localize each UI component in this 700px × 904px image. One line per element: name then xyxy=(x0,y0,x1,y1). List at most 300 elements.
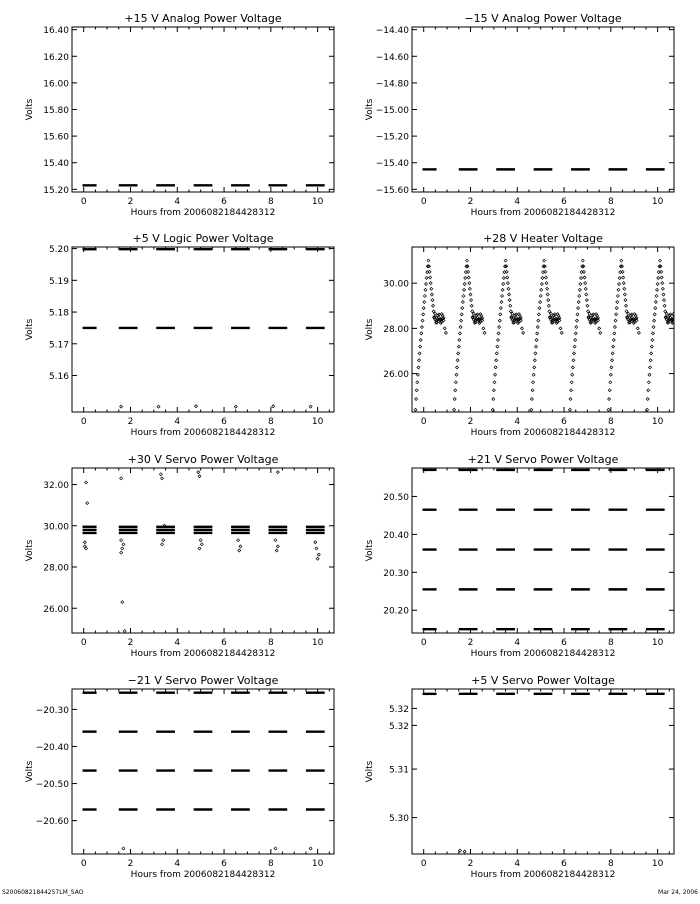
y-tick-label: −20.60 xyxy=(35,817,69,828)
data-point xyxy=(573,345,576,348)
data-point xyxy=(465,259,468,262)
y-tick-label: −14.40 xyxy=(375,26,409,37)
x-tick-label: 2 xyxy=(467,859,474,869)
data-point xyxy=(617,288,620,291)
data-point xyxy=(544,270,547,273)
data-point xyxy=(430,287,433,290)
x-axis-label: Hours from 2006082184428312 xyxy=(470,870,616,880)
y-tick-label: 20.30 xyxy=(383,568,409,579)
data-point xyxy=(414,408,417,411)
data-point xyxy=(427,259,430,262)
data-point xyxy=(418,352,421,355)
data-point xyxy=(416,381,419,384)
data-point xyxy=(502,277,505,280)
data-point xyxy=(646,397,649,400)
data-point xyxy=(274,847,277,850)
data-point xyxy=(496,338,499,341)
data-point xyxy=(494,373,497,376)
data-point xyxy=(574,338,577,341)
data-point xyxy=(560,331,563,334)
data-point xyxy=(316,557,319,560)
data-point xyxy=(532,381,535,384)
data-point xyxy=(425,282,428,285)
chart-title: +28 V Heater Voltage xyxy=(483,232,603,245)
y-axis-label: Volts xyxy=(25,539,35,562)
data-point xyxy=(467,276,470,279)
y-axis-label: Volts xyxy=(25,318,35,341)
data-point xyxy=(198,475,201,478)
y-tick-label: 5.32 xyxy=(388,704,409,715)
series-group xyxy=(83,471,325,633)
data-point xyxy=(614,319,617,322)
x-tick-label: 6 xyxy=(561,859,567,869)
x-tick-label: 6 xyxy=(561,638,567,648)
data-point xyxy=(612,345,615,348)
data-point xyxy=(460,313,463,316)
data-point xyxy=(609,381,612,384)
y-tick-label: 16.20 xyxy=(43,52,69,63)
data-point xyxy=(547,304,550,307)
data-point xyxy=(538,307,541,310)
data-point xyxy=(420,325,423,328)
data-point xyxy=(419,345,422,348)
chart-title: +15 V Analog Power Voltage xyxy=(124,12,282,25)
data-point xyxy=(492,389,495,392)
chart-title: +5 V Servo Power Voltage xyxy=(471,674,615,687)
data-point xyxy=(458,332,461,335)
chart-title: +21 V Servo Power Voltage xyxy=(467,453,619,466)
data-point xyxy=(505,270,508,273)
data-point xyxy=(613,332,616,335)
data-point xyxy=(663,304,666,307)
x-tick-label: 8 xyxy=(267,638,274,648)
y-axis-label: Volts xyxy=(365,318,375,341)
x-tick-label: 2 xyxy=(127,859,134,869)
x-tick-label: 0 xyxy=(420,197,427,207)
data-point xyxy=(502,282,505,285)
data-point xyxy=(469,293,472,296)
y-tick-label: 16.40 xyxy=(43,26,69,37)
data-point xyxy=(459,325,462,328)
x-tick-label: 10 xyxy=(651,197,664,207)
data-point xyxy=(456,359,459,362)
data-point xyxy=(454,381,457,384)
y-tick-label: 28.00 xyxy=(383,324,409,335)
data-point xyxy=(612,338,615,341)
data-point xyxy=(418,359,421,362)
x-tick-label: 8 xyxy=(607,417,614,427)
data-point xyxy=(650,352,653,355)
data-point xyxy=(575,319,578,322)
y-tick-label: 5.18 xyxy=(48,308,69,319)
data-point xyxy=(120,539,123,542)
data-point xyxy=(582,270,585,273)
data-point xyxy=(162,539,165,542)
data-point xyxy=(663,299,666,302)
plot-frame xyxy=(412,27,674,192)
data-point xyxy=(522,331,525,334)
data-point xyxy=(499,313,502,316)
data-point xyxy=(675,327,678,330)
y-tick-label: −20.30 xyxy=(35,705,69,716)
data-point xyxy=(457,352,460,355)
data-point xyxy=(501,294,504,297)
data-point xyxy=(432,304,435,307)
x-tick-label: 10 xyxy=(311,638,324,648)
data-point xyxy=(275,549,278,552)
y-tick-label: 20.50 xyxy=(383,492,409,503)
series-group xyxy=(414,259,679,411)
data-point xyxy=(530,408,533,411)
x-tick-label: 4 xyxy=(514,859,521,869)
x-tick-label: 0 xyxy=(80,638,87,648)
data-point xyxy=(608,397,611,400)
data-point xyxy=(85,481,88,484)
data-point xyxy=(500,301,503,304)
x-tick-label: 4 xyxy=(514,197,521,207)
data-point xyxy=(120,477,123,480)
data-point xyxy=(463,282,466,285)
x-tick-label: 6 xyxy=(221,197,227,207)
data-point xyxy=(569,397,572,400)
data-point xyxy=(317,553,320,556)
data-point xyxy=(547,299,550,302)
data-point xyxy=(430,293,433,296)
chart-panel-6 xyxy=(25,674,334,880)
chart-panel-5 xyxy=(365,453,674,659)
x-tick-label: 10 xyxy=(311,417,324,427)
data-point xyxy=(429,276,432,279)
y-tick-label: 26.00 xyxy=(383,370,409,381)
data-point xyxy=(198,547,201,550)
data-point xyxy=(651,338,654,341)
plot-frame xyxy=(72,247,334,412)
data-point xyxy=(533,366,536,369)
data-point xyxy=(83,541,86,544)
data-point xyxy=(570,389,573,392)
data-point xyxy=(580,277,583,280)
data-point xyxy=(536,325,539,328)
data-point xyxy=(620,259,623,262)
data-point xyxy=(616,294,619,297)
y-tick-label: 15.60 xyxy=(43,132,69,143)
data-point xyxy=(578,288,581,291)
data-point xyxy=(584,282,587,285)
data-point xyxy=(315,547,318,550)
data-point xyxy=(661,287,664,290)
x-tick-label: 10 xyxy=(311,859,324,869)
data-point xyxy=(415,397,418,400)
data-point xyxy=(457,345,460,348)
data-point xyxy=(577,301,580,304)
y-axis-label: Volts xyxy=(365,539,375,562)
x-tick-label: 2 xyxy=(127,197,134,207)
data-point xyxy=(535,338,538,341)
data-point xyxy=(578,294,581,297)
data-point xyxy=(574,332,577,335)
y-tick-label: −14.80 xyxy=(375,79,409,90)
data-point xyxy=(658,259,661,262)
x-tick-label: 8 xyxy=(267,197,274,207)
x-tick-label: 8 xyxy=(607,638,614,648)
data-point xyxy=(423,301,426,304)
data-point xyxy=(495,352,498,355)
data-point xyxy=(120,405,123,408)
data-point xyxy=(272,405,275,408)
data-point xyxy=(647,389,650,392)
data-point xyxy=(651,332,654,335)
data-point xyxy=(159,473,162,476)
data-point xyxy=(660,276,663,279)
y-tick-label: −15.00 xyxy=(375,106,409,116)
data-point xyxy=(498,319,501,322)
data-point xyxy=(482,327,485,330)
data-point xyxy=(120,551,123,554)
data-point xyxy=(676,331,679,334)
chart-title: −21 V Servo Power Voltage xyxy=(127,674,279,687)
x-axis-label: Hours from 2006082184428312 xyxy=(130,649,276,659)
data-point xyxy=(661,282,664,285)
x-tick-label: 4 xyxy=(174,859,181,869)
data-point xyxy=(657,277,660,280)
data-point xyxy=(654,301,657,304)
y-tick-label: −15.40 xyxy=(375,159,409,170)
data-point xyxy=(463,850,466,853)
data-point xyxy=(539,301,542,304)
data-point xyxy=(655,294,658,297)
data-point xyxy=(314,541,317,544)
data-point xyxy=(611,352,614,355)
x-tick-label: 4 xyxy=(514,417,521,427)
x-axis-label: Hours from 2006082184428312 xyxy=(130,870,276,880)
y-tick-label: −15.60 xyxy=(375,185,409,196)
data-point xyxy=(161,477,164,480)
data-point xyxy=(650,345,653,348)
data-point xyxy=(509,304,512,307)
x-tick-label: 2 xyxy=(467,638,474,648)
x-tick-label: 10 xyxy=(311,197,324,207)
data-point xyxy=(625,304,628,307)
data-point xyxy=(585,299,588,302)
data-point xyxy=(572,352,575,355)
data-point xyxy=(425,277,428,280)
data-point xyxy=(609,373,612,376)
y-axis-label: Volts xyxy=(25,760,35,783)
y-tick-label: 5.31 xyxy=(388,765,409,776)
data-point xyxy=(546,293,549,296)
data-point xyxy=(455,373,458,376)
data-point xyxy=(123,629,126,632)
data-point xyxy=(624,299,627,302)
y-tick-label: 20.40 xyxy=(383,530,409,541)
plot-frame xyxy=(72,27,334,192)
x-tick-label: 6 xyxy=(221,417,227,427)
data-point xyxy=(608,389,611,392)
y-tick-label: 20.20 xyxy=(383,606,409,617)
data-point xyxy=(615,313,618,316)
data-point xyxy=(122,847,125,850)
x-tick-label: 0 xyxy=(80,859,87,869)
data-point xyxy=(276,471,279,474)
data-point xyxy=(422,313,425,316)
data-point xyxy=(237,539,240,542)
chart-panel-7 xyxy=(365,674,674,880)
data-point xyxy=(534,345,537,348)
data-point xyxy=(194,405,197,408)
data-point xyxy=(543,259,546,262)
data-point xyxy=(498,325,501,328)
data-point xyxy=(653,319,656,322)
chart-title: −15 V Analog Power Voltage xyxy=(464,12,622,25)
data-point xyxy=(423,294,426,297)
data-point xyxy=(599,331,602,334)
data-point xyxy=(499,307,502,310)
data-point xyxy=(660,270,663,273)
y-tick-label: −15.20 xyxy=(375,132,409,143)
data-point xyxy=(576,313,579,316)
data-point xyxy=(636,327,639,330)
data-point xyxy=(197,471,200,474)
plot-frame xyxy=(412,689,674,854)
data-point xyxy=(467,270,470,273)
data-point xyxy=(428,270,431,273)
data-point xyxy=(652,325,655,328)
data-point xyxy=(585,293,588,296)
data-point xyxy=(649,366,652,369)
data-point xyxy=(656,288,659,291)
data-point xyxy=(648,373,651,376)
x-tick-label: 10 xyxy=(651,417,664,427)
data-point xyxy=(274,539,277,542)
x-tick-label: 8 xyxy=(267,417,274,427)
x-tick-label: 4 xyxy=(174,197,181,207)
data-point xyxy=(492,397,495,400)
data-point xyxy=(586,304,589,307)
series-group xyxy=(423,470,665,629)
x-tick-label: 4 xyxy=(174,417,181,427)
data-point xyxy=(623,293,626,296)
data-point xyxy=(559,327,562,330)
plot-frame xyxy=(72,468,334,633)
data-point xyxy=(276,545,279,548)
data-point xyxy=(463,288,466,291)
data-point xyxy=(424,288,427,291)
data-point xyxy=(598,327,601,330)
y-tick-label: 5.19 xyxy=(48,276,69,287)
data-point xyxy=(199,539,202,542)
data-point xyxy=(577,307,580,310)
y-axis-label: Volts xyxy=(365,98,375,121)
series-group xyxy=(83,249,325,408)
data-point xyxy=(544,276,547,279)
data-point xyxy=(157,405,160,408)
y-tick-label: 5.32 xyxy=(388,721,409,732)
data-point xyxy=(234,405,237,408)
x-axis-label: Hours from 2006082184428312 xyxy=(130,208,276,218)
x-axis-label: Hours from 2006082184428312 xyxy=(470,208,616,218)
y-tick-label: 32.00 xyxy=(43,481,69,491)
x-tick-label: 2 xyxy=(467,417,474,427)
x-tick-label: 10 xyxy=(651,859,664,869)
x-tick-label: 0 xyxy=(420,859,427,869)
series-group xyxy=(83,693,325,850)
data-point xyxy=(647,381,650,384)
x-tick-label: 6 xyxy=(221,638,227,648)
footer-date: Mar 24, 2006 xyxy=(658,889,698,896)
x-tick-label: 8 xyxy=(607,859,614,869)
data-point xyxy=(656,282,659,285)
data-point xyxy=(662,293,665,296)
x-tick-label: 2 xyxy=(467,197,474,207)
data-point xyxy=(534,352,537,355)
data-point xyxy=(537,319,540,322)
data-point xyxy=(653,313,656,316)
data-point xyxy=(541,277,544,280)
y-axis-label: Volts xyxy=(25,98,35,121)
data-point xyxy=(545,282,548,285)
x-tick-label: 2 xyxy=(127,417,134,427)
data-point xyxy=(415,389,418,392)
data-point xyxy=(161,543,164,546)
y-tick-label: 16.00 xyxy=(43,79,69,90)
data-point xyxy=(239,545,242,548)
data-point xyxy=(607,408,610,411)
data-point xyxy=(121,601,124,604)
data-point xyxy=(654,307,657,310)
y-tick-label: 5.30 xyxy=(388,814,409,825)
chart-panel-3 xyxy=(365,232,679,438)
data-point xyxy=(121,547,124,550)
data-point xyxy=(579,282,582,285)
data-point xyxy=(536,332,539,335)
x-tick-label: 4 xyxy=(514,638,521,648)
x-tick-label: 6 xyxy=(561,197,567,207)
data-point xyxy=(622,282,625,285)
data-point xyxy=(468,282,471,285)
x-tick-label: 2 xyxy=(127,638,134,648)
x-tick-label: 0 xyxy=(420,417,427,427)
x-tick-label: 8 xyxy=(607,197,614,207)
chart-panel-0 xyxy=(25,12,334,218)
y-tick-label: 28.00 xyxy=(43,563,69,574)
data-point xyxy=(537,313,540,316)
data-point xyxy=(532,373,535,376)
data-point xyxy=(546,287,549,290)
data-point xyxy=(483,331,486,334)
data-point xyxy=(610,366,613,369)
data-point xyxy=(508,293,511,296)
data-point xyxy=(86,502,89,505)
data-point xyxy=(506,276,509,279)
data-point xyxy=(462,294,465,297)
data-point xyxy=(622,276,625,279)
data-point xyxy=(531,389,534,392)
data-point xyxy=(453,408,456,411)
chart-title: +5 V Logic Power Voltage xyxy=(132,232,274,245)
data-point xyxy=(581,259,584,262)
data-point xyxy=(611,359,614,362)
data-point xyxy=(616,301,619,304)
data-point xyxy=(122,543,125,546)
data-point xyxy=(453,397,456,400)
x-tick-label: 6 xyxy=(561,417,567,427)
x-tick-label: 6 xyxy=(221,859,227,869)
plot-frame xyxy=(412,247,674,412)
data-point xyxy=(454,389,457,392)
data-point xyxy=(572,359,575,362)
data-point xyxy=(613,325,616,328)
data-point xyxy=(575,325,578,328)
